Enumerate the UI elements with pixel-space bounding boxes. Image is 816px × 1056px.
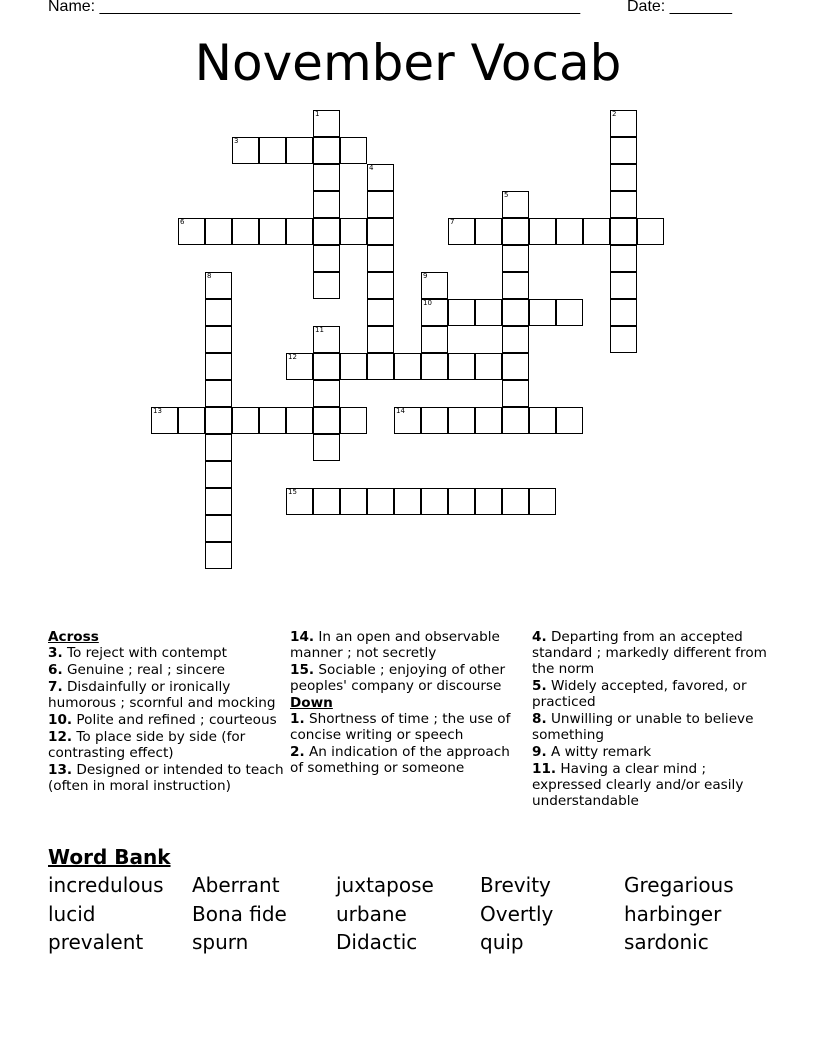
clue-text: In an open and observable manner ; not secretly [290,629,500,661]
grid-cell[interactable] [502,272,529,299]
clue-number: 4. [532,629,547,645]
clue-column-1 [48,629,284,795]
grid-cell[interactable] [610,110,637,137]
word-bank-item: Aberrant [192,873,280,897]
grid-cell[interactable] [367,488,394,515]
grid-cell[interactable] [610,164,637,191]
clue-text: An indication of the approach of something or someone [290,744,510,776]
grid-cell[interactable] [313,272,340,299]
clue-number-label: 13 [153,407,162,415]
grid-cell[interactable] [502,218,529,245]
grid-cell[interactable] [286,137,313,164]
grid-cell[interactable] [205,326,232,353]
clue-text: Having a clear mind ; expressed clearly and/or easily understandable [532,761,744,809]
grid-cell[interactable] [259,218,286,245]
grid-cell[interactable] [313,380,340,407]
clue-text: To reject with contempt [62,645,227,661]
grid-cell[interactable] [286,407,313,434]
word-bank-item: Bona fide [192,901,287,926]
grid-cell[interactable] [178,218,205,245]
grid-cell[interactable] [475,353,502,380]
grid-cell[interactable] [286,353,313,380]
grid-cell[interactable] [205,515,232,542]
grid-cell[interactable] [367,353,394,380]
grid-cell[interactable] [259,137,286,164]
clue-across-3 [48,645,284,661]
clue-number: 12. [48,729,73,745]
grid-cell[interactable] [367,191,394,218]
grid-cell[interactable] [151,407,178,434]
word-bank-item: prevalent [48,930,144,954]
grid-cell[interactable] [448,353,475,380]
grid-cell[interactable] [340,488,367,515]
clue-number: 9. [532,744,547,760]
grid-cell[interactable] [610,299,637,326]
clue-number: 3. [48,645,63,661]
clue-column-2 [290,629,526,777]
clue-text: A witty remark [546,744,652,760]
grid-cell[interactable] [313,434,340,461]
grid-cell[interactable] [610,218,637,245]
grid-cell[interactable] [502,353,529,380]
clue-across-15 [290,662,526,694]
grid-cell[interactable] [637,218,664,245]
grid-cell[interactable] [610,191,637,218]
grid-cell[interactable] [259,407,286,434]
grid-cell[interactable] [529,299,556,326]
grid-cell[interactable] [556,407,583,434]
clue-across-12 [48,729,284,761]
clue-text: Designed or intended to teach (often in moral instruction) [48,762,284,794]
word-bank-item: lucid [48,901,96,926]
word-bank-item: Overtly [480,901,554,926]
clue-text: Sociable ; enjoying of other peoples' company or discourse [290,662,506,694]
clue-across-6 [48,662,284,678]
name-field-label: Name: ______________________________________________________ [48,0,581,15]
grid-cell[interactable] [610,137,637,164]
clue-down-5 [532,678,768,710]
word-bank [48,873,768,959]
clue-text: Genuine ; real ; sincere [62,662,225,678]
date-field-label: Date: _______ [627,0,732,15]
grid-cell[interactable] [394,488,421,515]
clue-text: Departing from an accepted standard ; markedly different from the norm [532,629,767,677]
clue-number-label: 4 [369,164,374,172]
clue-number-label: 10 [423,299,432,307]
grid-cell[interactable] [313,326,340,353]
grid-cell[interactable] [340,353,367,380]
grid-cell[interactable] [178,407,205,434]
clue-number: 8. [532,711,547,727]
grid-cell[interactable] [205,272,232,299]
clue-number: 15. [290,662,315,678]
grid-cell[interactable] [502,407,529,434]
grid-cell[interactable] [421,488,448,515]
clue-number: 6. [48,662,63,678]
grid-cell[interactable] [205,218,232,245]
word-bank-item: Gregarious [624,873,734,897]
grid-cell[interactable] [421,353,448,380]
grid-cell[interactable] [502,326,529,353]
grid-cell[interactable] [421,407,448,434]
grid-cell[interactable] [502,488,529,515]
grid-cell[interactable] [610,326,637,353]
grid-cell[interactable] [502,380,529,407]
clue-down-8 [532,711,768,743]
grid-cell[interactable] [205,407,232,434]
clue-down-11 [532,761,768,809]
clue-text: Widely accepted, favored, or practiced [532,678,747,710]
grid-cell[interactable] [583,218,610,245]
word-bank-item: spurn [192,930,249,954]
grid-cell[interactable] [556,299,583,326]
clue-number-label: 1 [315,110,320,118]
grid-cell[interactable] [448,407,475,434]
grid-cell[interactable] [610,245,637,272]
grid-cell[interactable] [340,218,367,245]
clue-number-label: 14 [396,407,405,415]
clue-number-label: 2 [612,110,617,118]
grid-cell[interactable] [313,137,340,164]
clue-number-label: 3 [234,137,239,145]
clue-number: 14. [290,629,315,645]
grid-cell[interactable] [475,407,502,434]
page-title: November Vocab [194,34,622,92]
word-bank-item: sardonic [624,930,709,954]
clue-number: 10. [48,712,73,728]
grid-cell[interactable] [340,137,367,164]
clue-text: Polite and refined ; courteous [72,712,277,728]
clue-text: To place side by side (for contrasting effect) [48,729,246,761]
grid-cell[interactable] [448,488,475,515]
clue-number-label: 8 [207,272,212,280]
grid-cell[interactable] [367,164,394,191]
word-bank-title: Word Bank [48,845,171,869]
grid-cell[interactable] [448,218,475,245]
clue-number-label: 12 [288,353,297,361]
grid-cell[interactable] [205,488,232,515]
grid-cell[interactable] [529,218,556,245]
grid-cell[interactable] [367,299,394,326]
clue-number: 5. [532,678,547,694]
word-bank-item: harbinger [624,901,722,926]
word-bank-item: Didactic [336,930,418,954]
clue-number-label: 15 [288,488,297,496]
clue-across-14 [290,629,526,661]
grid-cell[interactable] [313,245,340,272]
clue-down-4 [532,629,768,677]
word-bank-item: Brevity [480,873,551,897]
clue-number-label: 11 [315,326,324,334]
clue-text: Disdainfully or ironically humorous ; scornful and mocking [48,679,276,711]
across-heading: Across [48,629,99,645]
grid-cell[interactable] [421,326,448,353]
grid-cell[interactable] [502,191,529,218]
grid-cell[interactable] [367,245,394,272]
grid-cell[interactable] [313,110,340,137]
clue-number-label: 5 [504,191,509,199]
grid-cell[interactable] [367,272,394,299]
clue-text: Shortness of time ; the use of concise writing or speech [290,711,511,743]
clue-number: 11. [532,761,557,777]
down-heading: Down [290,695,333,711]
clue-number-label: 6 [180,218,185,226]
grid-cell[interactable] [205,299,232,326]
grid-cell[interactable] [421,299,448,326]
grid-cell[interactable] [313,353,340,380]
grid-cell[interactable] [475,218,502,245]
grid-cell[interactable] [313,191,340,218]
grid-cell[interactable] [367,218,394,245]
grid-cell[interactable] [340,407,367,434]
grid-cell[interactable] [205,542,232,569]
grid-cell[interactable] [205,353,232,380]
grid-cell[interactable] [556,218,583,245]
clue-across-13 [48,762,284,794]
grid-cell[interactable] [502,245,529,272]
clue-across-10 [48,712,284,728]
clue-column-3 [532,629,768,810]
grid-cell[interactable] [205,461,232,488]
grid-cell[interactable] [286,218,313,245]
grid-cell[interactable] [475,488,502,515]
clue-number: 13. [48,762,73,778]
grid-cell[interactable] [394,407,421,434]
grid-cell[interactable] [232,218,259,245]
clue-number-label: 7 [450,218,455,226]
grid-cell[interactable] [475,299,502,326]
grid-cell[interactable] [313,488,340,515]
clue-down-1 [290,711,526,743]
grid-cell[interactable] [232,407,259,434]
grid-cell[interactable] [610,272,637,299]
grid-cell[interactable] [502,299,529,326]
grid-cell[interactable] [529,488,556,515]
word-bank-item: urbane [336,901,407,926]
clue-number: 7. [48,679,63,695]
word-bank-item: incredulous [48,873,164,897]
grid-cell[interactable] [313,218,340,245]
grid-cell[interactable] [232,137,259,164]
word-bank-item: quip [480,930,524,954]
grid-cell[interactable] [421,272,448,299]
grid-cell[interactable] [448,299,475,326]
grid-cell[interactable] [286,488,313,515]
word-bank-item: juxtapose [336,873,434,897]
grid-cell[interactable] [394,353,421,380]
clue-number: 2. [290,744,305,760]
grid-cell[interactable] [313,407,340,434]
clue-number-label: 9 [423,272,428,280]
grid-cell[interactable] [205,380,232,407]
clue-down-2 [290,744,526,776]
clue-across-7 [48,679,284,711]
grid-cell[interactable] [205,434,232,461]
clue-number: 1. [290,711,305,727]
clue-down-9 [532,744,768,760]
clue-text: Unwilling or unable to believe something [532,711,754,743]
grid-cell[interactable] [313,164,340,191]
grid-cell[interactable] [367,326,394,353]
grid-cell[interactable] [529,407,556,434]
